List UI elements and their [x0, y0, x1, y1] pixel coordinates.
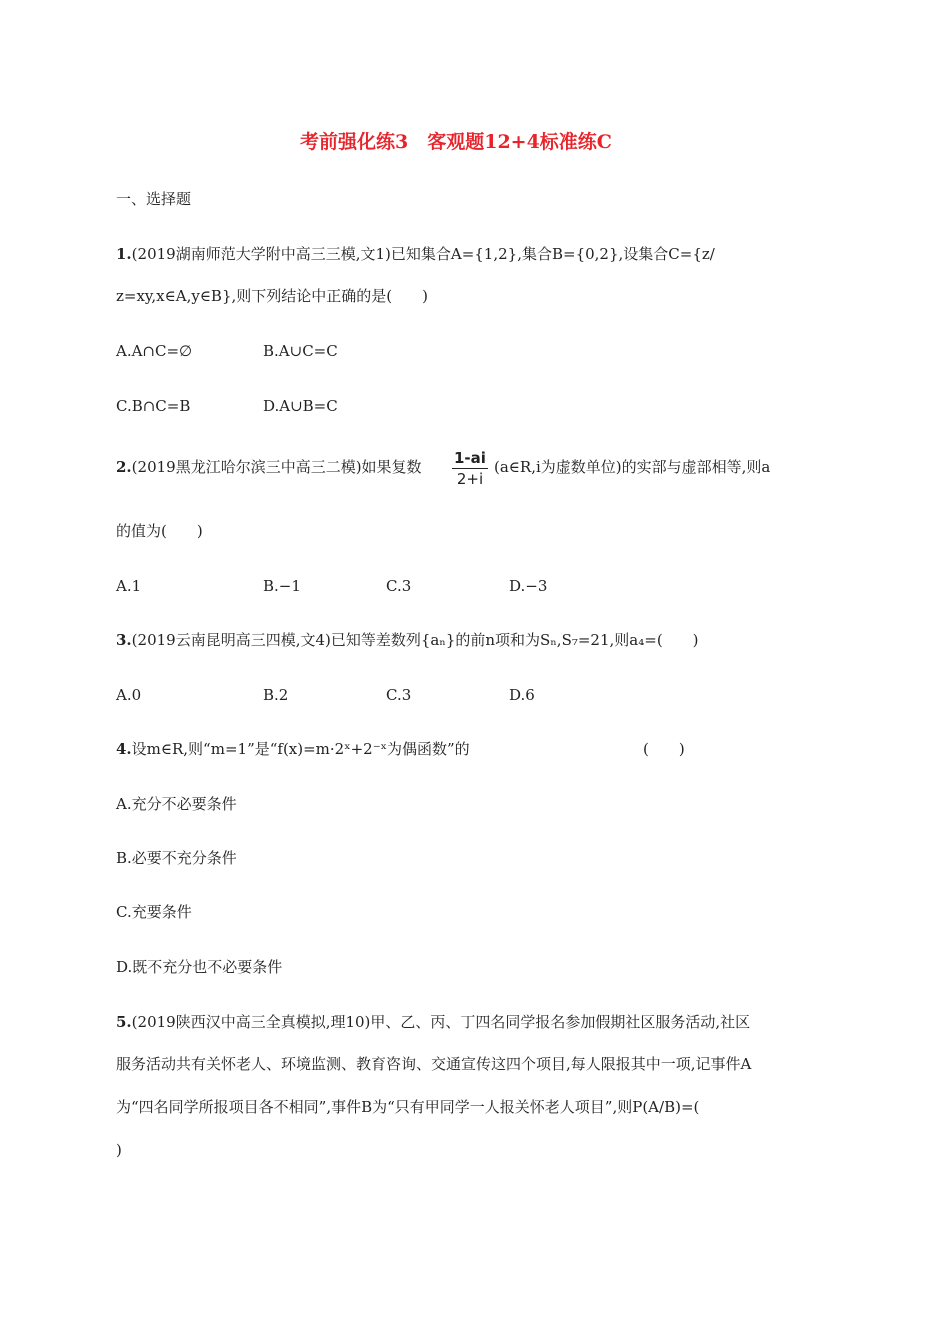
question-1-option-d: D.A∪B=C [263, 397, 338, 415]
question-3-text: (2019云南昆明高三四模,文4)已知等差数列{aₙ}的前n项和为Sₙ,S₇=21,则a₄=( ) [131, 631, 699, 649]
question-5-text-1: (2019陕西汉中高三全真模拟,理10)甲、乙、丙、丁四名同学报名参加假期社区服务活动,社区 [131, 1013, 751, 1031]
question-3-option-c: C.3 [386, 686, 412, 704]
question-5-line-3: 为“四名同学所报项目各不相同”,事件B为“只有甲同学一人报关怀老人项目”,则P(A/B)=( [116, 1098, 700, 1116]
page-title: 考前强化练3 客观题12+4标准练C [300, 131, 612, 153]
question-4-option-b: B.必要不充分条件 [116, 849, 237, 867]
question-5-line-4: ) [116, 1141, 122, 1159]
question-2-text-pre: (2019黑龙江哈尔滨三中高三二模)如果复数 [131, 458, 422, 476]
question-2-line-2: 的值为( ) [116, 522, 203, 540]
complex-fraction [452, 448, 488, 489]
question-3-line-1 [116, 630, 699, 650]
question-1-option-a: A.A∩C=∅ [116, 342, 193, 360]
question-1-number: 1. [116, 245, 132, 263]
question-4-line-1 [116, 739, 470, 759]
question-2-option-b: B.−1 [263, 577, 301, 595]
question-2-option-c: C.3 [386, 577, 412, 595]
question-4-option-c: C.充要条件 [116, 903, 192, 921]
question-1-line-2: z=xy,x∈A,y∈B},则下列结论中正确的是( ) [116, 287, 428, 305]
question-2-option-a: A.1 [116, 577, 142, 595]
question-2-number: 2. [116, 458, 132, 476]
question-5-line-1 [116, 1012, 750, 1032]
question-4-answer-paren: ( ) [643, 740, 685, 758]
question-1-option-c: C.B∩C=B [116, 397, 191, 415]
fraction-denominator: 2+i [456, 470, 484, 488]
question-5-number: 5. [116, 1013, 132, 1031]
question-3-option-a: A.0 [116, 686, 142, 704]
question-1-line-1 [116, 244, 715, 264]
question-4-number: 4. [116, 740, 132, 758]
question-4-option-a: A.充分不必要条件 [116, 795, 237, 813]
question-2-line-1-post: (a∈R,i为虚数单位)的实部与虚部相等,则a [494, 458, 771, 476]
question-3-option-b: B.2 [263, 686, 289, 704]
question-2-line-1-pre [116, 457, 422, 477]
question-1-option-b: B.A∪C=C [263, 342, 338, 360]
question-3-number: 3. [116, 631, 132, 649]
question-2-option-d: D.−3 [509, 577, 548, 595]
question-3-option-d: D.6 [509, 686, 535, 704]
fraction-numerator: 1-ai [454, 449, 486, 467]
question-4-option-d: D.既不充分也不必要条件 [116, 958, 283, 976]
question-4-text: 设m∈R,则“m=1”是“f(x)=m·2ˣ+2⁻ˣ为偶函数”的 [131, 740, 470, 758]
section-heading: 一、选择题 [116, 190, 192, 208]
question-5-line-2: 服务活动共有关怀老人、环境监测、教育咨询、交通宣传这四个项目,每人限报其中一项,记事件A [116, 1055, 752, 1073]
question-1-text-1: (2019湖南师范大学附中高三三模,文1)已知集合A={1,2},集合B={0,2},设集合C={z/ [131, 245, 715, 263]
